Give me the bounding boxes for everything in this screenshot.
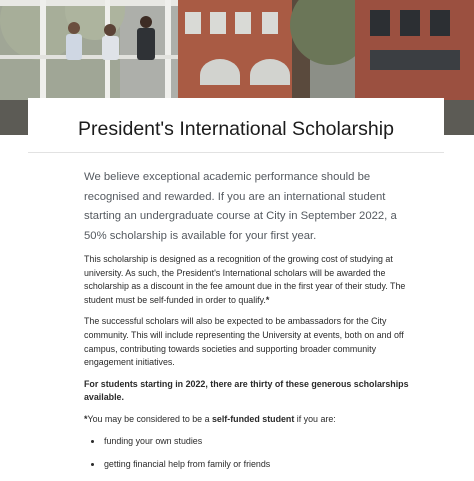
self-funded-text-before: You may be considered to be a [87, 413, 212, 424]
self-funded-list [84, 435, 414, 471]
article-body [84, 168, 414, 481]
footnote-mark-2: * [84, 413, 88, 424]
page-title: President's International Scholarship [78, 118, 394, 140]
self-funded-text-after: if you are: [294, 413, 336, 424]
footnote-mark: * [265, 294, 270, 305]
content-card [28, 98, 444, 478]
list-item: funding your own studies [84, 435, 414, 448]
availability-paragraph: For students starting in 2022, there are thirty of these generous scholarships available. [84, 378, 409, 403]
self-funded-term: self-funded student [211, 413, 295, 424]
title-divider [28, 152, 444, 153]
intro-paragraph: We believe exceptional academic performance should be recognised and rewarded. If you are an international student starting an undergraduate course at City in September 2022, a 50% scholarship is available for your first year. [84, 171, 397, 242]
self-funded-paragraph [84, 413, 414, 427]
design-paragraph [84, 253, 414, 307]
ambassador-paragraph: The successful scholars will also be expected to be ambassadors for the City community. This will include representing the University at events, both on and off campus, contributing towards societies and supporting broader community engagement initiatives. [84, 316, 404, 368]
design-paragraph-text: This scholarship is designed as a recognition of the growing cost of studying at university. As such, the President's International scholars will be awarded the scholarship as a discount in the fee amount due in the first year of their study. The student must be self-funded in order to qualify. [84, 254, 406, 305]
list-item: getting financial help from family or friends [84, 458, 414, 471]
